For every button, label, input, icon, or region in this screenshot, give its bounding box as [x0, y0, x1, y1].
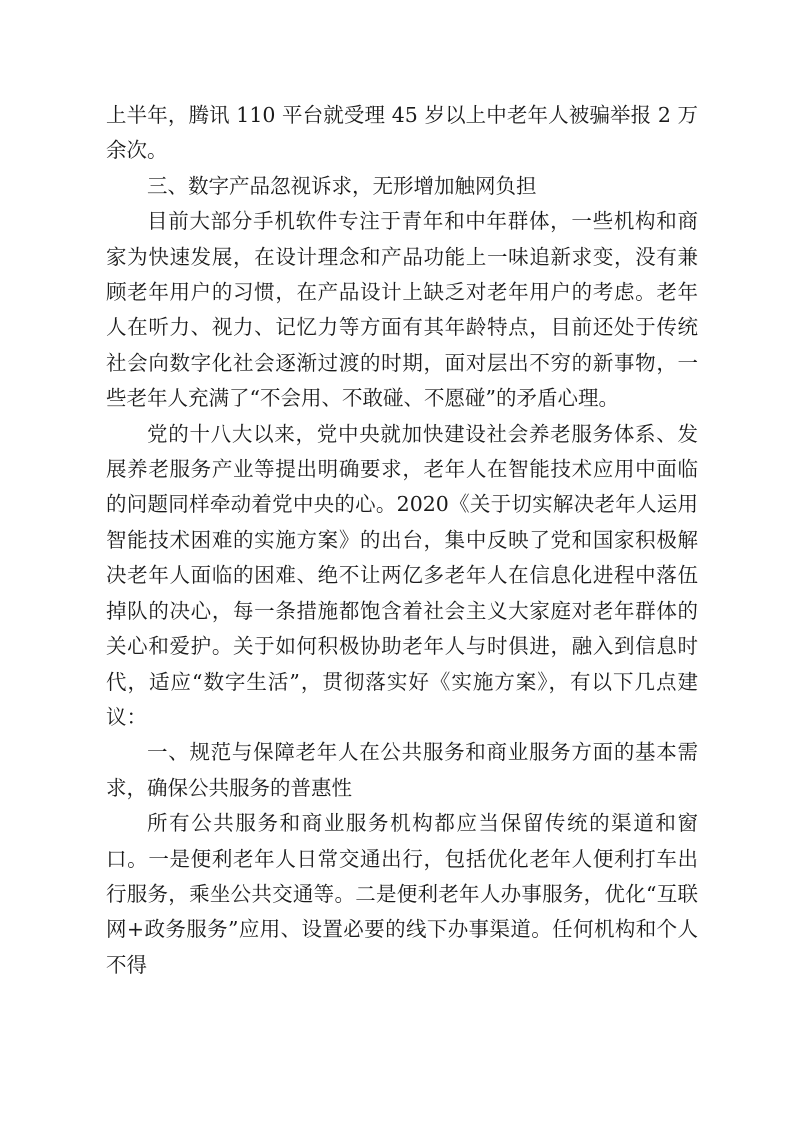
paragraph-4: 所有公共服务和商业服务机构都应当保留传统的渠道和窗口。一是便利老年人日常交通出行，包括优化老年人便利打车出行服务，乘坐公共交通等。二是便利老年人办事服务，优化“互联网+政务服务”应用、设置必要的线下办事渠道。任何机构和个人不得: [106, 811, 698, 977]
section-heading-1: 一、规范与保障老年人在公共服务和商业服务方面的基本需求，确保公共服务的普惠性: [106, 740, 698, 800]
document-body: [106, 98, 698, 983]
paragraph-1: 上半年，腾讯 110 平台就受理 45 岁以上中老年人被骗举报 2 万余次。: [106, 103, 698, 163]
paragraph-2: 目前大部分手机软件专注于青年和中年群体，一些机构和商家为快速发展，在设计理念和产品功能上一味追新求变，没有兼顾老年用户的习惯，在产品设计上缺乏对老年用户的考虑。老年人在听力、视力、记忆力等方面有其年龄特点，目前还处于传统社会向数字化社会逐渐过渡的时期，面对层出不穷的新事物，一些老年人充满了“不会用、不敢碰、不愿碰”的矛盾心理。: [106, 209, 698, 411]
paragraph-3: 党的十八大以来，党中央就加快建设社会养老服务体系、发展养老服务产业等提出明确要求，老年人在智能技术应用中面临的问题同样牵动着党中央的心。2020《关于切实解决老年人运用智能技术困难的实施方案》的出台，集中反映了党和国家积极解决老年人面临的困难、绝不让两亿多老年人在信息化进程中落伍掉队的决心，每一条措施都饱含着社会主义大家庭对老年群体的关心和爱护。关于如何积极协助老年人与时俱进，融入到信息时代，适应“数字生活”，贯彻落实好《实施方案》，有以下几点建议：: [106, 421, 698, 729]
section-heading-3: 三、数字产品忽视诉求，无形增加触网负担: [147, 173, 537, 198]
